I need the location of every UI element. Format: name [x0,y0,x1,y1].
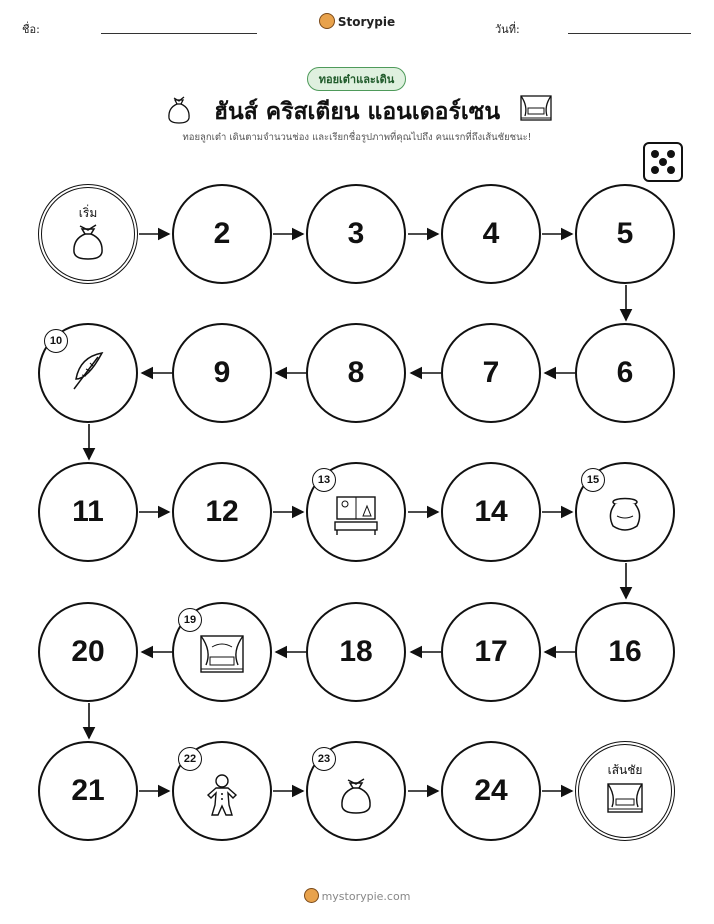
brand-name: Storypie [337,15,396,29]
cell-number: 12 [205,495,239,528]
cell-badge: 10 [44,329,68,353]
pot-icon [605,496,645,538]
money-bag-icon [70,221,106,265]
board-cell [575,602,675,702]
bed-window-icon [331,494,381,540]
cell-number: 21 [71,774,105,807]
cell-number: 20 [71,635,105,668]
cell-number: 5 [616,217,634,250]
cell-number: 9 [213,356,231,389]
footer [0,888,714,903]
board-cell [172,602,272,702]
window-curtain-icon [605,781,645,819]
cell-number: 24 [474,774,508,807]
cell-number: 7 [482,356,500,389]
board-cell [441,462,541,562]
board-cell [172,323,272,423]
board-cell [441,323,541,423]
board-cell [172,741,272,841]
money-bag-icon [338,775,374,819]
board-cell [441,741,541,841]
board-cell [38,741,138,841]
cell-number: 4 [482,217,500,250]
window-curtain-icon [198,633,246,681]
board-cell [306,184,406,284]
start-cell [38,184,138,284]
cell-number: 6 [616,356,634,389]
cell-badge: 13 [312,468,336,492]
cell-number: 2 [213,217,231,250]
board-cell [172,462,272,562]
board-cell [306,462,406,562]
cell-number: 8 [347,356,365,389]
date-label: วันที่: [495,23,520,36]
board-cell [306,741,406,841]
board-cell [38,323,138,423]
game-type-badge: ทอยเต๋าและเดิน [307,67,406,91]
board-cell [575,462,675,562]
cell-number: 3 [347,217,365,250]
name-label: ชื่อ: [22,23,40,36]
board-cell [575,184,675,284]
cell-number: 17 [474,635,508,668]
footer-url[interactable]: mystorypie.com [321,890,411,903]
cell-badge: 23 [312,747,336,771]
cell-badge: 15 [581,468,605,492]
cell-number: 18 [339,635,373,668]
cell-number: 14 [474,495,508,528]
board-cell [575,323,675,423]
feather-icon [68,349,108,397]
board-cell [441,602,541,702]
board-cell [172,184,272,284]
finish-cell [575,741,675,841]
cell-number: 11 [72,495,104,528]
instructions: ทอยลูกเต๋า เดินตามจำนวนช่อง และเรียกชื่อรูปภาพที่คุณไปถึง คนแรกที่ถึงเส้นชัยชนะ! [182,132,532,143]
finish-label: เส้นชัย [607,763,643,777]
board-cell [38,462,138,562]
cell-badge: 22 [178,747,202,771]
cell-badge: 19 [178,608,202,632]
bear-logo-icon [304,888,319,903]
board-cell [306,602,406,702]
page-title: ฮันส์ คริสเตียน แอนเดอร์เซน [213,99,501,125]
board-cell [38,602,138,702]
cell-number: 16 [608,635,642,668]
gingerbread-doll-icon [204,773,240,821]
start-label: เริ่ม [78,206,98,220]
board-cell [306,323,406,423]
board-cell [441,184,541,284]
